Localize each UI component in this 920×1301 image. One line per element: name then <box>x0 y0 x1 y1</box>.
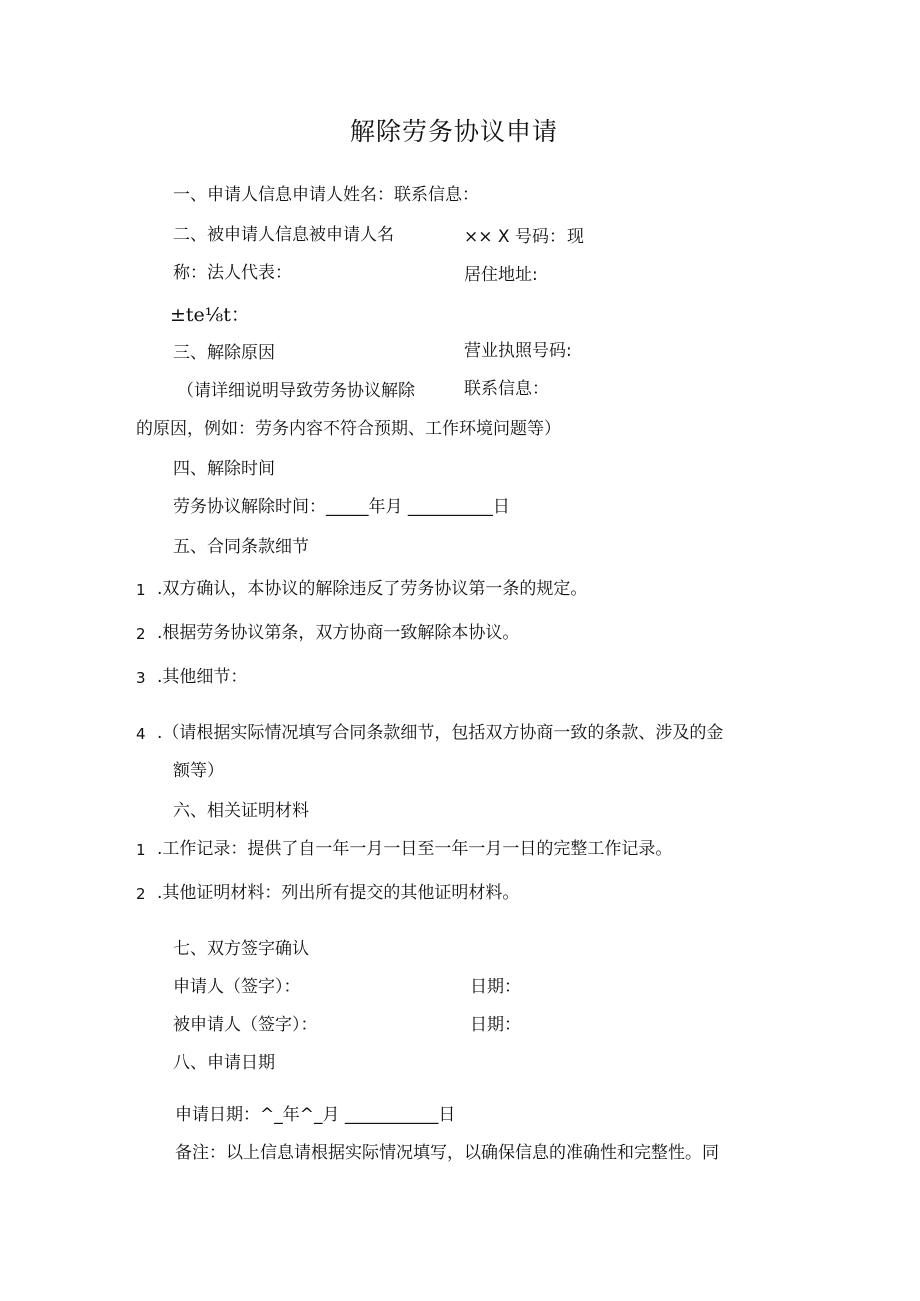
section4-heading: 四、解除时间 <box>173 459 275 479</box>
list-item: .双方确认，本协议的解除违反了劳务协议第一条的规定。 <box>157 579 588 599</box>
remark: 备注：以上信息请根据实际情况填写，以确保信息的准确性和完整性。同 <box>175 1143 719 1163</box>
list-item: .工作记录：提供了自一年一月一日至一年一月一日的完整工作记录。 <box>157 839 673 859</box>
list-item-number: 1 <box>136 841 146 859</box>
document-title: 解除劳务协议申请 <box>350 117 559 146</box>
respondent-date: 日期： <box>470 1015 521 1035</box>
section8-heading: 八、申请日期 <box>173 1053 275 1073</box>
list-item-continuation: 额等） <box>173 761 224 781</box>
section2-heading: 二、被申请人信息被申请人名 <box>173 225 394 245</box>
residence-address: 居住地址: <box>464 265 538 285</box>
list-item-number: 2 <box>136 885 146 903</box>
section3-heading: 三、解除原因 <box>173 343 275 363</box>
reason-note-line1: （请详细说明导致劳务协议解除 <box>177 381 415 401</box>
application-date-line: 申请日期：^_年^_月 ___________日 <box>175 1105 456 1125</box>
list-item-number: 1 <box>136 581 146 599</box>
applicant-signature: 申请人（签字）： <box>173 977 301 997</box>
business-license-number: 营业执照号码: <box>464 341 572 361</box>
contact-info: 联系信息： <box>464 379 549 399</box>
list-item-number: 3 <box>136 669 146 687</box>
id-number-label: ×× X 号码： <box>464 227 566 247</box>
section5-heading: 五、合同条款细节 <box>173 537 309 557</box>
garbled-field: ±te⅛t： <box>170 304 250 326</box>
list-item-number: 4 <box>136 725 146 743</box>
applicant-date: 日期： <box>470 977 521 997</box>
list-item: .其他细节： <box>157 667 248 687</box>
respondent-signature: 被申请人（签字）： <box>173 1015 318 1035</box>
reason-note-line2: 的原因，例如：劳务内容不符合预期、工作环境问题等） <box>136 419 561 439</box>
section6-heading: 六、相关证明材料 <box>173 801 309 821</box>
list-item: .其他证明材料：列出所有提交的其他证明材料。 <box>157 883 520 903</box>
name-legal-rep: 称：法人代表： <box>173 263 292 283</box>
section1-applicant-info: 一、申请人信息申请人姓名：联系信息： <box>173 185 479 205</box>
current-label: 现 <box>567 227 584 247</box>
list-item: .（请根据实际情况填写合同条款细节，包括双方协商一致的条款、涉及的金 <box>157 723 724 743</box>
list-item-number: 2 <box>136 625 146 643</box>
list-item: .根据劳务协议第条，双方协商一致解除本协议。 <box>157 623 520 643</box>
section7-heading: 七、双方签字确认 <box>173 939 309 959</box>
termination-date-line: 劳务协议解除时间：_____年月 __________日 <box>173 497 510 517</box>
